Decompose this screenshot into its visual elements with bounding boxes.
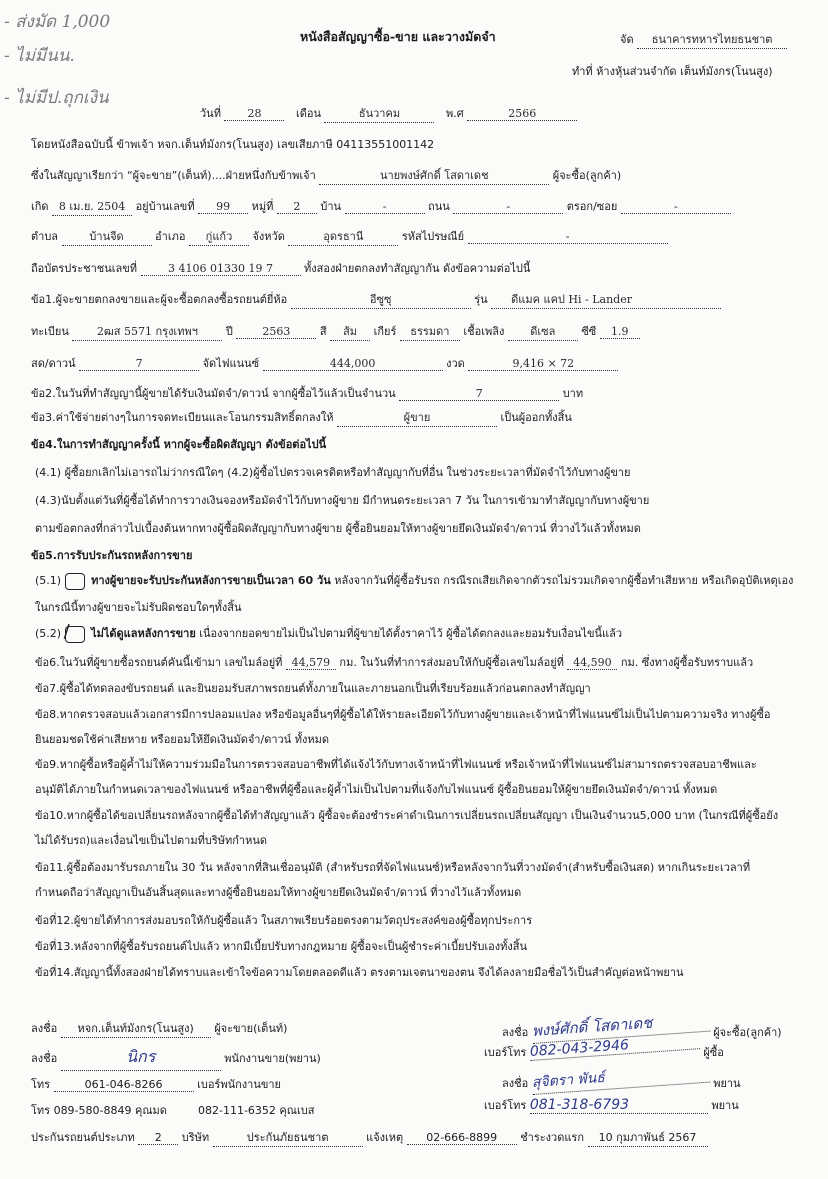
car-color: ส้ม bbox=[330, 322, 370, 341]
clause10-cont: ไม่ได้รับรถ)และเงื่อนไขเป็นไปตามที่บริษัทกำหนด bbox=[35, 834, 267, 847]
payment-line: สด/ดาวน์ 7 จัดไฟแนนซ์ 444,000 งวด 9,416 × 72 bbox=[31, 354, 618, 372]
road: - bbox=[453, 200, 563, 214]
document-title: หนังสือสัญญาซื้อ-ขาย และวางมัดจำ bbox=[300, 29, 496, 44]
cc: 1.9 bbox=[600, 325, 640, 339]
extra-phone-1: โทร 089-580-8849 คุณมด bbox=[31, 1104, 167, 1117]
option-5-2: (5.2) / ไม่ได้ดูแลหลังการขาย เนื่องจากยอดขายไม่เป็นไปตามที่ผู้ขายได้ตั้งราคาไว้ ผู้ซื้อได้ตกลงและยอมรับเงื่อนไขนี้แล้ว bbox=[35, 620, 623, 642]
clause4-line: (4.1) ผู้ซื้อยกเลิกไม่เอารถไม่ว่ากรณีใดๆ (4.2)ผู้ซื้อไปตรวจเครดิตหรือทำสัญญากับที่อื่น ในช่วงระยะเวลาที่มัดจำไว้กับทางผู้ขาย bbox=[35, 466, 631, 479]
buyer-phone: 082-043-2946 bbox=[529, 1032, 700, 1061]
deposit-amount: 7 bbox=[399, 387, 559, 401]
idcard-line: ถือบัตรประชาชนเลขที่ 3 4106 01330 19 7 ทั้งสองฝ่ายตกลงทำสัญญากัน ดังข้อความต่อไปนี้ bbox=[31, 262, 531, 275]
buyer-signature: พงษ์ศักดิ์ โสดาเดช bbox=[531, 1007, 710, 1044]
checkbox-5-1[interactable] bbox=[65, 573, 85, 590]
clause8: ข้อ8.หากตรวจสอบแล้วเอกสารมีการปลอมแปลง หรือข้อมูลอื่นๆที่ผู้ซื้อได้ให้รายละเอียดไว้กับทางผู้ขายและเจ้าหน้าที่ไฟแนนซ์ไม่เป็นไปตามความจริง ทางผู้ซื้อ bbox=[35, 708, 771, 721]
buyer-phone-line: เบอร์โทร 082-043-2946 ผู้ซื้อ bbox=[484, 1043, 724, 1061]
place: ทำที่ ห้างหุ้นส่วนจำกัด เต็นท์มังกร(โนนสูง) bbox=[572, 65, 773, 78]
clause8-cont: ยินยอมชดใช้ค่าเสียหาย หรือยอมให้ยึดเงินมัดจำ/ดาวน์ ทั้งหมด bbox=[35, 733, 329, 746]
car-year: 2563 bbox=[236, 325, 316, 339]
id-number: 3 4106 01330 19 7 bbox=[141, 262, 301, 276]
insurance-line: ประกันรถยนต์ประเภท 2 บริษัท ประกันภัยธนชาต แจ้งเหตุ 02-666-8899 ชำระงวดแรก 10 กุมภาพันธ์ 2567 bbox=[31, 1128, 708, 1147]
clause6: ข้อ6.ในวันที่ผู้ขายซื้อรถยนต์คันนี้เข้ามา เลขไมล์อยู่ที่ 44,579 กม. ในวันที่ทำการส่งมอบให้กับผู้ซื้อเลขไมล์อยู่ที่ 44,590 กม. ซึ่งทางผู้ซื้อรับทราบแล้ว bbox=[35, 656, 754, 669]
finance-amount: 444,000 bbox=[263, 357, 443, 371]
finance-label: จัด bbox=[620, 33, 634, 46]
clause9-cont: อนุมัติได้ภายในกำหนดเวลาของไฟแนนซ์ หรืออาชีพที่ผู้ซื้อและผู้ค้ำไม่เป็นไปตามที่แจ้งกับไฟแนนซ์ ผู้ซื้อยินยอมให้ผู้ขายยึดเงินมัดจำ/ดาวน์ ทั้งหมด bbox=[35, 783, 718, 796]
clause7: ข้อ7.ผู้ซื้อได้ทดลองขับรถยนต์ และยินยอมรับสภาพรถยนต์ทั้งภายในและภายนอกเป็นที่เรียบร้อยแล้วก่อนตกลงทำสัญญา bbox=[35, 682, 591, 695]
date-line: วันที่ 28 เดือน ธันวาคม พ.ศ 2566 bbox=[200, 104, 577, 123]
insurance-type: 2 bbox=[138, 1131, 178, 1145]
zip: - bbox=[468, 230, 668, 244]
date-month: ธันวาคม bbox=[324, 104, 434, 123]
extra-phone-2: 082-111-6352 คุณเบส bbox=[198, 1104, 315, 1117]
clause12: ข้อที่12.ผู้ขายได้ทำการส่งมอบรถให้กับผู้ซื้อแล้ว ในสภาพเรียบร้อยตรงตามวัตถุประสงค์ของผู้ซื้อทุกประการ bbox=[35, 914, 533, 927]
car-model: ดีแมค แคป Hi - Lander bbox=[491, 290, 721, 309]
party-line: ซึ่งในสัญญาเรียกว่า “ผู้จะขาย”(เต็นท์)....ฝ่ายหนึ่งกับข้าพเจ้า นายพงษ์ศักดิ์ โสดาเดช ผู้จะซื้อ(ลูกค้า) bbox=[31, 166, 621, 185]
clause10: ข้อ10.หากผู้ซื้อได้ขอเปลี่ยนรถหลังจากผู้ซื้อได้ทำสัญญาแล้ว ผู้ซื้อจะต้องชำระค่าดำเนินการเปลี่ยนรถเปลี่ยนสัญญา เป็นเงินจำนวน5,000 บาท (ในกรณีที่ผู้ซื้อยัง bbox=[35, 809, 779, 822]
witness-phone-line: เบอร์โทร 081-318-6793 พยาน bbox=[484, 1097, 739, 1113]
car-brand: อีซูซุ bbox=[291, 290, 471, 309]
staff-signature: นิกร bbox=[61, 1045, 221, 1071]
seller-name: หจก.เต็นท์มังกร(โนนสูง) bbox=[61, 1019, 211, 1038]
moo: 2 bbox=[277, 200, 317, 214]
mileage-out: 44,590 bbox=[567, 656, 617, 670]
check-mark-icon: / bbox=[63, 620, 70, 642]
margin-note: - ส่งมัด 1,000 bbox=[4, 12, 111, 32]
amphoe: กู่แก้ว bbox=[189, 227, 249, 246]
clause4-heading: ข้อ4.ในการทำสัญญาครั้งนี้ หากผู้จะซื้อผิดสัญญา ดังข้อต่อไปนี้ bbox=[31, 438, 327, 451]
clause4-line: ตามข้อตกลงที่กล่าวไปเบื้องต้นหากทางผู้ซื้อผิดสัญญากับทางผู้ขาย ผู้ซื้อยินยอมให้ทางผู้ขายยึดเงินมัดจำ/ดาวน์ ที่วางไว้แล้วทั้งหมด bbox=[35, 522, 641, 535]
insurance-company: ประกันภัยธนชาต bbox=[213, 1128, 363, 1147]
address-line: ตำบล บ้านจีด อำเภอ กู่แก้ว จังหวัด อุดรธานี รหัสไปรษณีย์ - bbox=[31, 227, 668, 246]
date-day: 28 bbox=[224, 107, 284, 121]
clause13: ข้อที่13.หลังจากที่ผู้ซื้อรับรถยนต์ไปแล้ว หากมีเบี้ยปรับทางกฎหมาย ผู้ซื้อจะเป็นผู้ชำระค่าเบี้ยปรับเองทั้งสิ้น bbox=[35, 940, 527, 953]
date-year: 2566 bbox=[467, 107, 577, 121]
clause5-heading: ข้อ5.การรับประกันรถหลังการขาย bbox=[31, 549, 193, 562]
option-5-1: (5.1) ทางผู้ขายจะรับประกันหลังการขายเป็นเวลา 60 วัน หลังจากวันที่ผู้ซื้อรับรถ กรณีรถเสียเกิดจากตัวรถไม่รวมเกิดจากผู้ซื้อทำเสียหาย หรือเกิดอุบัติเหตุเอง bbox=[35, 571, 793, 590]
witness-phone: 081-318-6793 bbox=[530, 1097, 708, 1114]
province: อุดรธานี bbox=[288, 227, 398, 246]
option-5-1-cont: ในกรณีนี้ทางผู้ขายจะไม่รับผิดชอบใดๆทั้งสิ้น bbox=[35, 601, 242, 614]
vehicle-line: ทะเบียน 2ฒส 5571 กรุงเทพฯ ปี 2563 สี ส้ม เกียร์ ธรรมดา เชื้อเพลิง ดีเซล ซีซี 1.9 bbox=[31, 322, 640, 341]
clause11-cont: กำหนดถือว่าสัญญาเป็นอันสิ้นสุดและทางผู้ซื้อยินยอมให้ทางผู้ขายยึดเงินมัดจำ/ดาวน์ ที่วางไว้แล้วทั้งหมด bbox=[35, 886, 522, 899]
notify-phone: 02-666-8899 bbox=[407, 1131, 517, 1145]
gear: ธรรมดา bbox=[400, 322, 460, 341]
birth-date: 8 เม.ย. 2504 bbox=[52, 197, 132, 216]
clause3: ข้อ3.ค่าใช้จ่ายต่างๆในการจดทะเบียนและโอนกรรมสิทธิ์ตกลงให้ ผู้ขาย เป็นผู้ออกทั้งสิ้น bbox=[31, 408, 572, 427]
staff-phone-line: โทร 061-046-8266 เบอร์พนักงานขาย bbox=[31, 1078, 281, 1091]
down-payment: 7 bbox=[79, 357, 199, 371]
birth-line: เกิด 8 เม.ย. 2504 อยู่บ้านเลขที่ 99 หมู่ที่ 2 บ้าน - ถนน - ตรอก/ซอย - bbox=[31, 197, 731, 216]
first-payment: 10 กุมภาพันธ์ 2567 bbox=[588, 1128, 708, 1147]
clause4-line: (4.3)นับตั้งแต่วันที่ผู้ซื้อได้ทำการวางเงินจองหรือมัดจำไว้กับทางผู้ขาย มีกำหนดระยะเวลา 7 วัน ในการเข้ามาทำสัญญากับทางผู้ขาย bbox=[35, 494, 650, 507]
fuel: ดีเซล bbox=[508, 322, 578, 341]
checkbox-5-2[interactable] bbox=[63, 620, 85, 643]
margin-note: - ไม่มีป.ถุกเงิน bbox=[4, 88, 109, 108]
staff-phone: 061-046-8266 bbox=[54, 1078, 194, 1092]
tambon: บ้านจีด bbox=[62, 227, 152, 246]
margin-note: - ไม่มีนน. bbox=[4, 46, 75, 66]
transfer-payer: ผู้ขาย bbox=[337, 408, 497, 427]
clause9: ข้อ9.หากผู้ซื้อหรือผู้ค้ำไม่ให้ความร่วมมือในการตรวจสอบอาชีพที่ได้แจ้งไว้กับทางเจ้าหน้าที่ไฟแนนซ์ หรือเจ้าหน้าที่ไฟแนนซ์ไม่สามารถตรวจสอบอาชีพและ bbox=[35, 758, 757, 771]
witness-signature-line: ลงชื่อ สุจิตรา พันธ์ พยาน bbox=[502, 1072, 741, 1095]
mileage-in: 44,579 bbox=[286, 656, 336, 670]
buyer-name: นายพงษ์ศักดิ์ โสดาเดช bbox=[319, 166, 549, 185]
house-no: 99 bbox=[198, 200, 248, 214]
clause14: ข้อที่14.สัญญานี้ทั้งสองฝ่ายได้ทราบและเข้าใจข้อความโดยตลอดดีแล้ว ตรงตามเจตนาของตน จึงได้ลงลายมือชื่อไว้เป็นสำคัญต่อหน้าพยาน bbox=[35, 966, 684, 979]
clause2: ข้อ2.ในวันที่ทำสัญญานี้ผู้ขายได้รับเงินมัดจำ/ดาวน์ จากผู้ซื้อไว้แล้วเป็นจำนวน 7 บาท bbox=[31, 387, 584, 400]
witness-signature: สุจิตรา พันธ์ bbox=[531, 1060, 710, 1095]
installment: 9,416 × 72 bbox=[468, 357, 618, 371]
staff-signature-line: ลงชื่อ นิกร พนักงานขาย(พยาน) bbox=[31, 1045, 321, 1071]
buyer-signature-line: ลงชื่อ พงษ์ศักดิ์ โสดาเดช ผู้จะซื้อ(ลูกค้า) bbox=[502, 1019, 782, 1044]
plate: 2ฒส 5571 กรุงเทพฯ bbox=[72, 322, 222, 341]
village: - bbox=[345, 200, 425, 214]
intro-text: โดยหนังสือฉบับนี้ ข้าพเจ้า หจก.เต็นท์มังกร(โนนสูง) เลขเสียภาษี 04113551001142 bbox=[31, 138, 435, 151]
soi: - bbox=[621, 200, 731, 214]
seller-signature-line: ลงชื่อ หจก.เต็นท์มังกร(โนนสูง) ผู้จะขาย(เต็นท์) bbox=[31, 1019, 287, 1038]
clause11: ข้อ11.ผู้ซื้อต้องมารับรถภายใน 30 วัน หลังจากที่สินเชื่ออนุมัติ (สำหรับรถที่จัดไฟแนนซ์)หรือหลังจากวันที่วางมัดจำ(สำหรับซื้อเงินสด) หากเกินระยะเวลาที่ bbox=[35, 861, 751, 874]
clause1: ข้อ1.ผู้จะขายตกลงขายและผู้จะซื้อตกลงซื้อรถยนต์ยี่ห้อ อีซูซุ รุ่น ดีแมค แคป Hi - Lander bbox=[31, 290, 721, 309]
finance-company: ธนาคารทหารไทยธนชาต bbox=[637, 30, 787, 49]
